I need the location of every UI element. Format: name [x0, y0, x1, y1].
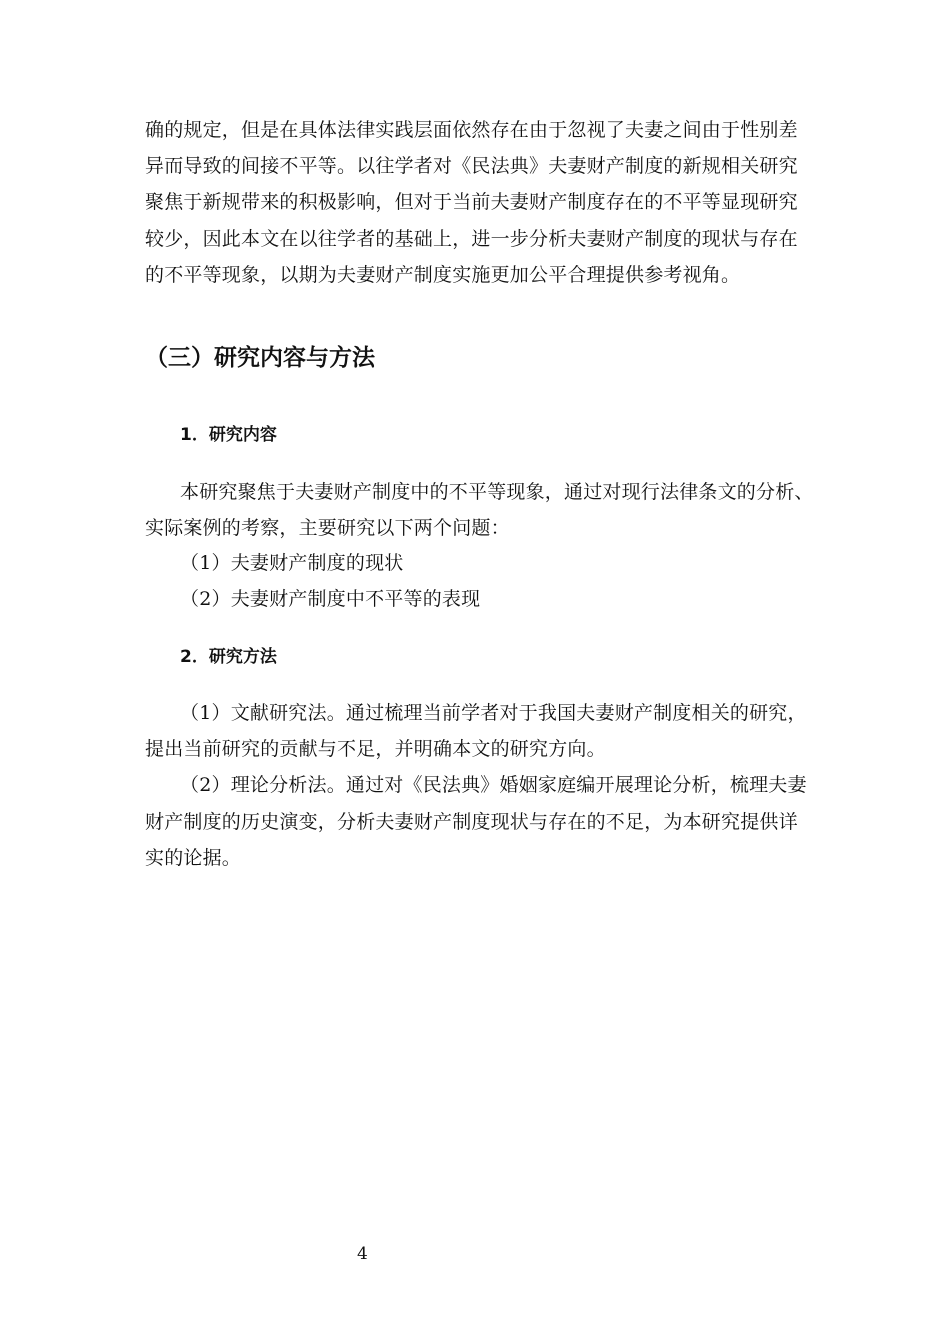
- subsection-heading-content: 1．研究内容: [180, 425, 277, 445]
- content-line-1: 本研究聚焦于夫妻财产制度中的不平等现象，通过对现行法律条文的分析、: [180, 481, 814, 503]
- subsection-heading-method: 2．研究方法: [180, 647, 277, 667]
- intro-line-2: 异而导致的间接不平等。以往学者对《民法典》夫妻财产制度的新规相关研究: [145, 155, 798, 177]
- page-number: 4: [357, 1244, 368, 1264]
- intro-line-1: 确的规定，但是在具体法律实践层面依然存在由于忽视了夫妻之间由于性别差: [145, 119, 798, 141]
- section-heading: （三）研究内容与方法: [145, 345, 375, 371]
- content-line-2: 实际案例的考察，主要研究以下两个问题：: [145, 517, 510, 539]
- method2-line-1: （2）理论分析法。通过对《民法典》婚姻家庭编开展理论分析，梳理夫妻: [180, 774, 807, 796]
- content-item-2: （2）夫妻财产制度中不平等的表现: [180, 588, 481, 610]
- intro-line-3: 聚焦于新规带来的积极影响，但对于当前夫妻财产制度存在的不平等显现研究: [145, 191, 798, 213]
- method2-line-3: 实的论据。: [145, 847, 242, 869]
- content-item-1: （1）夫妻财产制度的现状: [180, 552, 404, 574]
- method1-line-1: （1）文献研究法。通过梳理当前学者对于我国夫妻财产制度相关的研究，: [180, 702, 807, 724]
- method2-line-2: 财产制度的历史演变，分析夫妻财产制度现状与存在的不足，为本研究提供详: [145, 811, 798, 833]
- method1-line-2: 提出当前研究的贡献与不足，并明确本文的研究方向。: [145, 738, 606, 760]
- intro-line-4: 较少，因此本文在以往学者的基础上，进一步分析夫妻财产制度的现状与存在: [145, 228, 798, 250]
- intro-line-5: 的不平等现象，以期为夫妻财产制度实施更加公平合理提供参考视角。: [145, 264, 741, 286]
